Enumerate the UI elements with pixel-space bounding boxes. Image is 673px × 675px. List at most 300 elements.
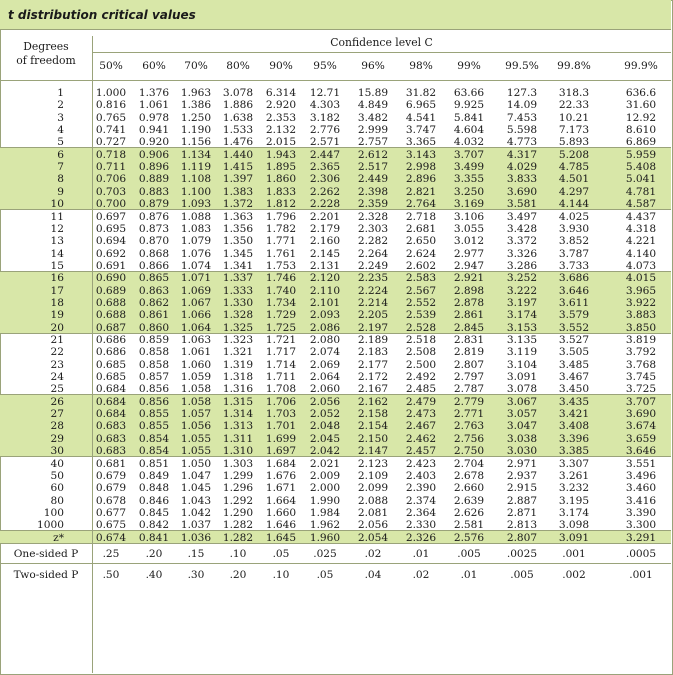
critical-value: 2.359 [357, 198, 389, 211]
critical-value: 1.000 [95, 87, 127, 99]
critical-value: 2.896 [405, 173, 437, 186]
critical-value: 4.144 [558, 198, 590, 211]
critical-value: 2.660 [453, 482, 485, 495]
critical-value: 1.812 [265, 198, 297, 211]
critical-value: 1.886 [222, 99, 254, 112]
critical-value: 2.552 [405, 296, 437, 309]
df-label: 12 [50, 222, 64, 235]
critical-value: 1.721 [265, 334, 297, 346]
critical-value: 3.747 [405, 124, 437, 137]
critical-value: 2.678 [453, 469, 485, 482]
two-sided-p-value: .04 [364, 569, 382, 582]
critical-value: 1.943 [265, 148, 297, 161]
critical-value: 3.091 [558, 531, 590, 544]
critical-value: 1.058 [180, 395, 212, 408]
critical-value: 2.374 [405, 494, 437, 507]
critical-value: 2.088 [357, 494, 389, 507]
critical-value: 0.841 [138, 531, 170, 544]
critical-value: 4.781 [625, 185, 657, 198]
critical-value: 2.074 [309, 346, 341, 359]
critical-value: 1.638 [222, 111, 254, 124]
critical-value: 2.998 [405, 161, 437, 174]
critical-value: 4.317 [506, 148, 538, 161]
df-label: 9 [57, 185, 64, 198]
critical-value: 2.249 [357, 259, 389, 272]
critical-value: 4.785 [558, 161, 590, 174]
critical-value: 1.282 [222, 531, 254, 544]
critical-value: 5.041 [625, 173, 657, 186]
critical-value: 0.694 [95, 235, 127, 248]
critical-value: 1.076 [180, 247, 212, 260]
critical-value: 3.197 [506, 296, 538, 309]
df-label: 7 [57, 161, 64, 174]
critical-value: 0.862 [138, 296, 170, 309]
critical-value: 2.172 [357, 371, 389, 384]
critical-value: 2.110 [309, 284, 341, 297]
critical-value: 63.66 [453, 87, 485, 99]
critical-value: 0.855 [138, 408, 170, 421]
critical-value: 3.055 [453, 222, 485, 235]
critical-value: 2.132 [265, 124, 297, 137]
critical-value: 2.015 [265, 136, 297, 149]
critical-value: 1.725 [265, 321, 297, 334]
df-label: 18 [50, 296, 64, 309]
critical-value: 3.745 [625, 371, 657, 384]
df-label: 22 [50, 346, 64, 359]
confidence-level-4: 80% [226, 60, 250, 72]
two-sided-p-value: .20 [229, 569, 247, 582]
critical-value: 5.408 [625, 161, 657, 174]
critical-value: 1.895 [265, 161, 297, 174]
df-label: 27 [50, 408, 64, 421]
critical-value: 2.500 [405, 358, 437, 371]
critical-value: 0.681 [95, 457, 127, 470]
critical-value: 2.064 [309, 371, 341, 384]
critical-value: 0.690 [95, 272, 127, 285]
critical-value: 3.252 [506, 272, 538, 285]
critical-value: 1.960 [309, 531, 341, 544]
critical-value: 1.292 [222, 494, 254, 507]
confidence-level-1: 50% [99, 60, 123, 72]
critical-value: 636.6 [625, 87, 657, 99]
critical-value: 2.060 [309, 383, 341, 396]
critical-value: 2.205 [357, 309, 389, 322]
critical-value: 1.337 [222, 272, 254, 285]
critical-value: 2.262 [309, 185, 341, 198]
two-sided-p-value: .005 [510, 569, 534, 582]
critical-value: 1.313 [222, 420, 254, 433]
critical-value: 3.355 [453, 173, 485, 186]
critical-value: 4.773 [506, 136, 538, 149]
critical-value: 2.977 [453, 247, 485, 260]
confidence-header-rule [92, 52, 671, 53]
critical-value: 1.990 [309, 494, 341, 507]
critical-value: 2.201 [309, 210, 341, 223]
critical-value: 1.476 [222, 136, 254, 149]
one-sided-p-value: .01 [412, 548, 430, 561]
critical-value: 1.319 [222, 358, 254, 371]
critical-value: 2.330 [405, 519, 437, 532]
critical-value: 1.119 [180, 161, 212, 174]
critical-value: 4.297 [558, 185, 590, 198]
one-sided-p-value: .025 [313, 548, 337, 561]
df-label: 5 [57, 136, 64, 149]
critical-value: 0.868 [138, 247, 170, 260]
critical-value: 2.147 [357, 445, 389, 458]
critical-value: 1.050 [180, 457, 212, 470]
critical-value: 0.845 [138, 506, 170, 519]
df-label: 23 [50, 358, 64, 371]
critical-value: 2.771 [453, 408, 485, 421]
critical-value: 3.174 [506, 309, 538, 322]
critical-value: 6.314 [265, 87, 297, 99]
critical-value: 1.061 [138, 99, 170, 112]
critical-value: 0.706 [95, 173, 127, 186]
two-sided-p-value: .02 [412, 569, 430, 582]
critical-value: 2.467 [405, 420, 437, 433]
critical-value: 1.250 [180, 111, 212, 124]
critical-value: 1.771 [265, 235, 297, 248]
critical-value: 0.684 [95, 395, 127, 408]
critical-value: 1.645 [265, 531, 297, 544]
critical-value: 3.450 [558, 383, 590, 396]
critical-value: 2.224 [357, 284, 389, 297]
critical-value: 0.855 [138, 420, 170, 433]
critical-value: 0.679 [95, 482, 127, 495]
critical-value: 3.674 [625, 420, 657, 433]
critical-value: 2.131 [309, 259, 341, 272]
critical-value: 0.856 [138, 395, 170, 408]
critical-value: 3.261 [558, 469, 590, 482]
critical-value: 9.925 [453, 99, 485, 112]
critical-value: 2.462 [405, 432, 437, 445]
critical-value: 1.315 [222, 395, 254, 408]
critical-value: 3.646 [625, 445, 657, 458]
critical-value: 2.447 [309, 148, 341, 161]
critical-value: 2.009 [309, 469, 341, 482]
critical-value: 1.071 [180, 272, 212, 285]
critical-value: 2.861 [453, 309, 485, 322]
critical-value: 1.440 [222, 148, 254, 161]
critical-value: 3.307 [558, 457, 590, 470]
critical-value: 31.82 [405, 87, 437, 99]
critical-value: 2.999 [357, 124, 389, 137]
df-label: 2 [57, 99, 64, 112]
critical-value: 2.326 [405, 531, 437, 544]
critical-value: 1.734 [265, 296, 297, 309]
critical-value: 1.684 [265, 457, 297, 470]
critical-value: 0.870 [138, 235, 170, 248]
critical-value: 2.056 [309, 395, 341, 408]
critical-value: 2.282 [357, 235, 389, 248]
critical-value: 2.508 [405, 346, 437, 359]
df-label: 29 [50, 432, 64, 445]
critical-value: 3.416 [625, 494, 657, 507]
two-sided-p-value: .01 [460, 569, 478, 582]
critical-value: 1.372 [222, 198, 254, 211]
critical-value: 0.858 [138, 346, 170, 359]
critical-value: 0.685 [95, 371, 127, 384]
critical-value: 4.140 [625, 247, 657, 260]
one-sided-bottom-rule [0, 563, 671, 564]
df-label: 20 [50, 321, 64, 334]
critical-value: 3.067 [506, 395, 538, 408]
critical-value: 0.896 [138, 161, 170, 174]
critical-value: 3.195 [558, 494, 590, 507]
confidence-level-11: 99.8% [557, 60, 591, 72]
critical-value: 1.703 [265, 408, 297, 421]
critical-value: 2.681 [405, 222, 437, 235]
critical-value: 31.60 [625, 99, 657, 112]
critical-value: 2.650 [405, 235, 437, 248]
critical-value: 2.819 [453, 346, 485, 359]
critical-value: 3.153 [506, 321, 538, 334]
critical-value: 2.123 [357, 457, 389, 470]
critical-value: 2.517 [357, 161, 389, 174]
critical-value: 3.852 [558, 235, 590, 248]
critical-value: 3.768 [625, 358, 657, 371]
critical-value: 0.876 [138, 210, 170, 223]
one-sided-p-value: .15 [187, 548, 205, 561]
df-label: 11 [50, 210, 64, 223]
df-label: 16 [50, 272, 64, 285]
critical-value: 0.854 [138, 432, 170, 445]
critical-value: 2.492 [405, 371, 437, 384]
critical-value: 2.813 [506, 519, 538, 532]
critical-value: 3.819 [625, 334, 657, 346]
critical-value: 2.583 [405, 272, 437, 285]
critical-value: 2.756 [453, 432, 485, 445]
critical-value: 0.686 [95, 334, 127, 346]
df-label: 50 [50, 469, 64, 482]
critical-value: 1.060 [180, 358, 212, 371]
df-label: 28 [50, 420, 64, 433]
df-label: z* [53, 531, 64, 544]
one-sided-p-value: .0025 [506, 548, 538, 561]
critical-value: 0.846 [138, 494, 170, 507]
critical-value: 2.093 [309, 309, 341, 322]
critical-value: 7.453 [506, 111, 538, 124]
critical-value: 0.684 [95, 408, 127, 421]
critical-value: 2.162 [357, 395, 389, 408]
critical-value: 0.688 [95, 309, 127, 322]
critical-value: 1.753 [265, 259, 297, 272]
critical-value: 0.683 [95, 432, 127, 445]
critical-value: 0.866 [138, 259, 170, 272]
critical-value: 1.156 [180, 136, 212, 149]
critical-value: 3.408 [558, 420, 590, 433]
critical-value: 1.676 [265, 469, 297, 482]
critical-value: 2.807 [506, 531, 538, 544]
critical-value: 1.037 [180, 519, 212, 532]
critical-value: 2.898 [453, 284, 485, 297]
critical-value: 2.920 [265, 99, 297, 112]
critical-value: 0.691 [95, 259, 127, 272]
critical-value: 1.345 [222, 247, 254, 260]
critical-value: 3.579 [558, 309, 590, 322]
critical-value: 0.689 [95, 284, 127, 297]
df-label: 30 [50, 445, 64, 458]
confidence-level-12: 99.9% [624, 60, 658, 72]
critical-value: 2.449 [357, 173, 389, 186]
critical-value: 15.89 [357, 87, 389, 99]
critical-value: 2.878 [453, 296, 485, 309]
critical-value: 1.984 [309, 506, 341, 519]
df-label: 4 [57, 124, 64, 137]
critical-value: 0.695 [95, 222, 127, 235]
critical-value: 3.965 [625, 284, 657, 297]
two-sided-p-value: .10 [272, 569, 290, 582]
df-label: 60 [50, 482, 64, 495]
critical-value: 3.326 [506, 247, 538, 260]
critical-value: 3.435 [558, 395, 590, 408]
critical-value: 2.101 [309, 296, 341, 309]
critical-value: 3.690 [506, 185, 538, 198]
critical-value: 0.857 [138, 371, 170, 384]
degrees-header-line1: Degrees [23, 40, 69, 53]
critical-value: 1.761 [265, 247, 297, 260]
critical-value: 12.71 [309, 87, 341, 99]
critical-value: 1.796 [265, 210, 297, 223]
critical-value: 3.581 [506, 198, 538, 211]
critical-value: 2.158 [357, 408, 389, 421]
two-sided-label: Two-sided P [13, 569, 79, 582]
critical-value: 4.025 [558, 210, 590, 223]
critical-value: 3.497 [506, 210, 538, 223]
confidence-level-2: 60% [142, 60, 166, 72]
critical-value: 2.045 [309, 432, 341, 445]
critical-value: 2.145 [309, 247, 341, 260]
critical-value: 0.687 [95, 321, 127, 334]
critical-value: 2.763 [453, 420, 485, 433]
critical-value: 0.765 [95, 111, 127, 124]
df-label: 10 [50, 198, 64, 211]
one-sided-p-value: .20 [145, 548, 163, 561]
critical-value: 0.873 [138, 222, 170, 235]
critical-value: 1.311 [222, 432, 254, 445]
critical-value: 2.214 [357, 296, 389, 309]
critical-value: 0.686 [95, 346, 127, 359]
critical-value: 4.437 [625, 210, 657, 223]
critical-value: 1.533 [222, 124, 254, 137]
critical-value: 1.746 [265, 272, 297, 285]
critical-value: 2.581 [453, 519, 485, 532]
critical-value: 1.962 [309, 519, 341, 532]
critical-value: 3.883 [625, 309, 657, 322]
critical-value: 2.235 [357, 272, 389, 285]
critical-value: 2.624 [405, 247, 437, 260]
critical-value: 5.598 [506, 124, 538, 137]
critical-value: 3.707 [625, 395, 657, 408]
critical-value: 2.871 [506, 506, 538, 519]
critical-value: 1.325 [222, 321, 254, 334]
critical-value: 2.054 [357, 531, 389, 544]
critical-value: 2.921 [453, 272, 485, 285]
critical-value: 2.947 [453, 259, 485, 272]
critical-value: 2.353 [265, 111, 297, 124]
critical-value: 2.183 [357, 346, 389, 359]
critical-value: 1.067 [180, 296, 212, 309]
critical-value: 1.299 [222, 469, 254, 482]
critical-value: 1.100 [180, 185, 212, 198]
critical-value: 2.576 [453, 531, 485, 544]
critical-value: 3.833 [506, 173, 538, 186]
critical-value: 1.383 [222, 185, 254, 198]
critical-value: 0.675 [95, 519, 127, 532]
critical-value: 7.173 [558, 124, 590, 137]
critical-value: 1.323 [222, 334, 254, 346]
header-bottom-rule [0, 80, 671, 81]
critical-value: 2.639 [453, 494, 485, 507]
critical-value: 1.316 [222, 383, 254, 396]
critical-value: 0.816 [95, 99, 127, 112]
critical-value: 2.120 [309, 272, 341, 285]
critical-value: 3.232 [558, 482, 590, 495]
critical-value: 1.646 [265, 519, 297, 532]
critical-value: 0.851 [138, 457, 170, 470]
critical-value: 2.539 [405, 309, 437, 322]
critical-value: 0.679 [95, 469, 127, 482]
critical-value: 3.174 [558, 506, 590, 519]
critical-value: 2.069 [309, 358, 341, 371]
critical-value: 0.941 [138, 124, 170, 137]
critical-value: 2.571 [309, 136, 341, 149]
critical-value: 2.457 [405, 445, 437, 458]
critical-value: 1.061 [180, 346, 212, 359]
critical-value: 2.776 [309, 124, 341, 137]
critical-value: 0.920 [138, 136, 170, 149]
critical-value: 1.036 [180, 531, 212, 544]
critical-value: 1.190 [180, 124, 212, 137]
confidence-level-9: 99% [457, 60, 481, 72]
critical-value: 2.528 [405, 321, 437, 334]
critical-value: 3.690 [625, 408, 657, 421]
critical-value: 5.893 [558, 136, 590, 149]
critical-value: 2.150 [357, 432, 389, 445]
critical-value: 2.109 [357, 469, 389, 482]
critical-value: 1.697 [265, 445, 297, 458]
critical-value: 4.015 [625, 272, 657, 285]
critical-value: 1.043 [180, 494, 212, 507]
critical-value: 1.708 [265, 383, 297, 396]
critical-value: 2.807 [453, 358, 485, 371]
critical-value: 4.303 [309, 99, 341, 112]
critical-value: 3.922 [625, 296, 657, 309]
critical-value: 1.296 [222, 482, 254, 495]
df-label: 40 [50, 457, 64, 470]
critical-value: 2.081 [357, 506, 389, 519]
critical-value: 1.093 [180, 198, 212, 211]
critical-value: 0.741 [95, 124, 127, 137]
critical-value: 4.587 [625, 198, 657, 211]
critical-value: 1.108 [180, 173, 212, 186]
critical-value: 1.314 [222, 408, 254, 421]
critical-value: 1.056 [180, 420, 212, 433]
df-label: 8 [57, 173, 64, 186]
critical-value: 1.057 [180, 408, 212, 421]
critical-value: 0.678 [95, 494, 127, 507]
critical-value: 2.365 [309, 161, 341, 174]
critical-value: 2.764 [405, 198, 437, 211]
critical-value: 1.318 [222, 371, 254, 384]
critical-value: 0.865 [138, 272, 170, 285]
critical-value: 3.119 [506, 346, 538, 359]
critical-value: 14.09 [506, 99, 538, 112]
critical-value: 3.169 [453, 198, 485, 211]
critical-value: 2.052 [309, 408, 341, 421]
critical-value: 4.032 [453, 136, 485, 149]
df-label: 100 [43, 506, 64, 519]
